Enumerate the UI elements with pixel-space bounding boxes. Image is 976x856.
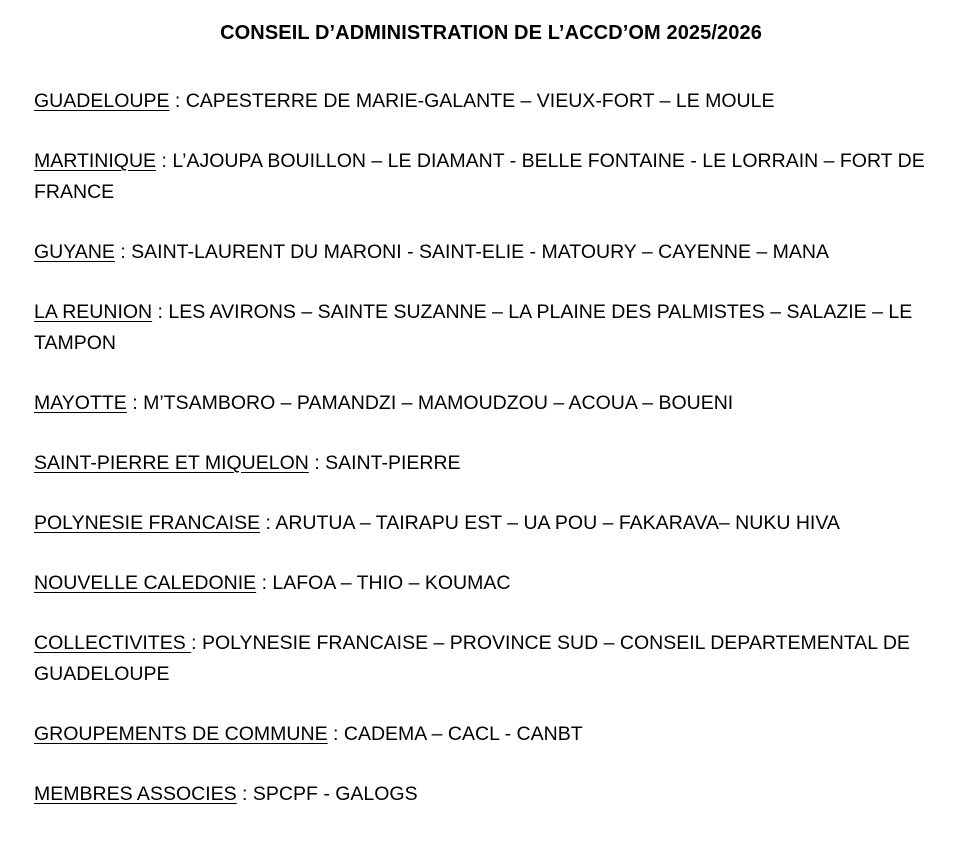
entry-label: LA REUNION <box>34 301 153 323</box>
entry-label: MEMBRES ASSOCIES <box>34 783 237 805</box>
document-title: CONSEIL D’ADMINISTRATION DE L’ACCD’OM 2025/2026 <box>220 22 762 44</box>
entry-members: CAPESTERRE DE MARIE-GALANTE – VIEUX-FORT – LE MOULE <box>185 90 775 112</box>
entry-separator: : <box>126 392 144 414</box>
entry-separator: : <box>256 572 273 594</box>
entry-members: L’AJOUPA BOUILLON – LE DIAMANT - BELLE FONTAINE - LE LORRAIN – FORT DE FRANCE <box>34 150 925 203</box>
entry-members: SAINT-PIERRE <box>325 452 461 474</box>
entry-members: SPCPF - GALOGS <box>252 783 418 805</box>
entry-separator: : <box>327 723 344 745</box>
entry-la-reunion <box>34 297 948 359</box>
entry-membres-associes <box>34 779 948 810</box>
entry-guyane <box>34 237 948 268</box>
entry-label: GUADELOUPE <box>34 90 170 112</box>
entry-separator: : <box>152 301 169 323</box>
board-members-list <box>34 86 948 810</box>
entry-polynesie-francaise <box>34 508 948 539</box>
entry-label: GROUPEMENTS DE COMMUNE <box>34 723 328 745</box>
entry-mayotte <box>34 388 948 419</box>
entry-separator: : <box>260 512 276 534</box>
entry-martinique <box>34 146 948 208</box>
entry-members: M’TSAMBORO – PAMANDZI – MAMOUDZOU – ACOUA – BOUENI <box>143 392 734 414</box>
entry-separator: : <box>156 150 173 172</box>
entry-separator: : <box>308 452 326 474</box>
entry-separator: : <box>191 632 202 654</box>
entry-members: POLYNESIE FRANCAISE – PROVINCE SUD – CONSEIL DEPARTEMENTAL DE GUADELOUPE <box>34 632 910 685</box>
entry-label: NOUVELLE CALEDONIE <box>34 572 257 594</box>
entry-label: MARTINIQUE <box>34 150 157 172</box>
entry-members: CADEMA – CACL - CANBT <box>343 723 583 745</box>
entry-members: LES AVIRONS – SAINTE SUZANNE – LA PLAINE DES PALMISTES – SALAZIE – LE TAMPON <box>34 301 913 354</box>
entry-members: SAINT-LAURENT DU MARONI - SAINT-ELIE - MATOURY – CAYENNE – MANA <box>131 241 829 263</box>
entry-guadeloupe <box>34 86 948 117</box>
entry-separator: : <box>114 241 132 263</box>
entry-collectivites <box>34 628 948 690</box>
entry-separator: : <box>169 90 186 112</box>
entry-saint-pierre-et-miquelon <box>34 448 948 479</box>
entry-label: MAYOTTE <box>34 392 127 414</box>
entry-groupements-de-commune <box>34 719 948 750</box>
entry-members: ARUTUA – TAIRAPU EST – UA POU – FAKARAVA– NUKU HIVA <box>275 512 840 534</box>
entry-label: SAINT-PIERRE ET MIQUELON <box>34 452 309 474</box>
entry-members: LAFOA – THIO – KOUMAC <box>272 572 511 594</box>
entry-label: POLYNESIE FRANCAISE <box>34 512 261 534</box>
entry-label: GUYANE <box>34 241 115 263</box>
entry-nouvelle-caledonie <box>34 568 948 599</box>
entry-label: COLLECTIVITES <box>34 632 192 654</box>
entry-separator: : <box>236 783 253 805</box>
